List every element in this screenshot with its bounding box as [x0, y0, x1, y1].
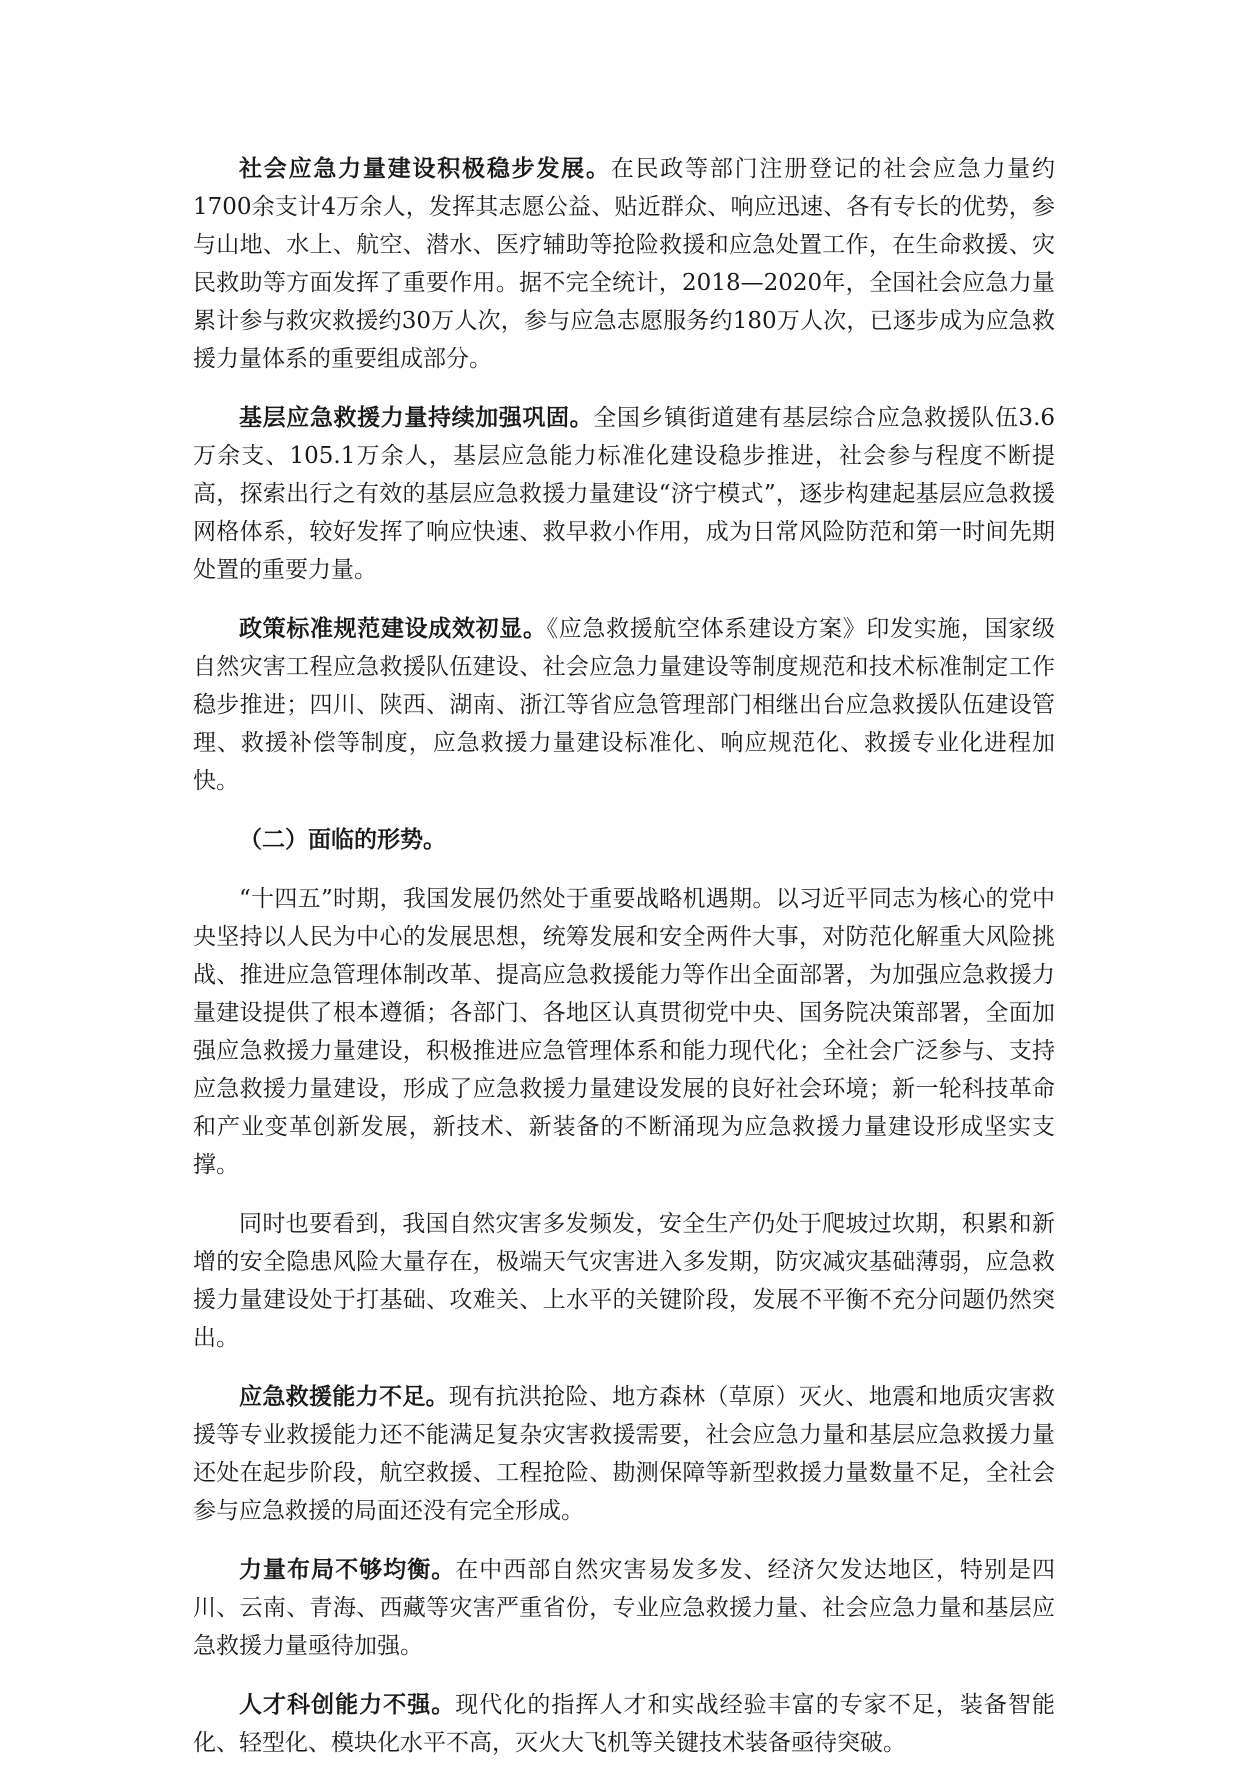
- paragraph-lead: 社会应急力量建设积极稳步发展。: [239, 155, 611, 182]
- paragraph-14th-five-year: [193, 880, 1055, 1184]
- paragraph-body: 在民政等部门注册登记的社会应急力量约1700余支计4万余人，发挥其志愿公益、贴近群众、响应迅速、各有专长的优势，参与山地、水上、航空、潜水、医疗辅助等抢险救援和应急处置工作，在生命救援、灾民救助等方面发挥了重要作用。据不完全统计，2018—2020年，全国社会应急力量累计参与救灾救援约30万人次，参与应急志愿服务约180万人次，已逐步成为应急救援力量体系的重要组成部分。: [193, 156, 1055, 372]
- paragraph-lead: 政策标准规范建设成效初显。: [239, 615, 547, 642]
- paragraph-body: 同时也要看到，我国自然灾害多发频发，安全生产仍处于爬坡过坎期，积累和新增的安全隐患风险大量存在，极端天气灾害进入多发期，防灾减灾基础薄弱，应急救援力量建设处于打基础、攻难关、上水平的关键阶段，发展不平衡不充分问题仍然突出。: [193, 1211, 1055, 1351]
- paragraph-lead: 基层应急救援力量持续加强巩固。: [239, 404, 594, 431]
- paragraph-body: 在中西部自然灾害易发多发、经济欠发达地区，特别是四川、云南、青海、西藏等灾害严重省份，专业应急救援力量、社会应急力量和基层应急救援力量亟待加强。: [193, 1557, 1056, 1659]
- paragraph-talent-innovation: [193, 1686, 1055, 1762]
- paragraph-lead: 人才科创能力不强。: [239, 1691, 456, 1718]
- paragraph-lead: 应急救援能力不足。: [239, 1383, 449, 1410]
- paragraph-challenges: [193, 1205, 1055, 1357]
- paragraph-lead: 力量布局不够均衡。: [239, 1556, 456, 1583]
- section-heading: （二）面临的形势。: [239, 826, 446, 853]
- paragraph-body: “十四五”时期，我国发展仍然处于重要战略机遇期。以习近平同志为核心的党中央坚持以人民为中心的发展思想，统筹发展和安全两件大事，对防范化解重大风险挑战、推进应急管理体制改革、提高应急救援能力等作出全面部署，为加强应急救援力量建设提供了根本遵循；各部门、各地区认真贯彻党中央、国务院决策部署，全面加强应急救援力量建设，积极推进应急管理体系和能力现代化；全社会广泛参与、支持应急救援力量建设，形成了应急救援力量建设发展的良好社会环境；新一轮科技革命和产业变革创新发展，新技术、新装备的不断涌现为应急救援力量建设形成坚实支撑。: [193, 886, 1055, 1178]
- paragraph-body: 《应急救援航空体系建设方案》印发实施，国家级自然灾害工程应急救援队伍建设、社会应急力量建设等制度规范和技术标准制定工作稳步推进；四川、陕西、湖南、浙江等省应急管理部门相继出台应急救援队伍建设管理、救援补偿等制度，应急救援力量建设标准化、响应规范化、救援专业化进程加快。: [193, 616, 1056, 794]
- document-page: [193, 150, 1055, 1783]
- paragraph-body: 现代化的指挥人才和实战经验丰富的专家不足，装备智能化、轻型化、模块化水平不高，灭火大飞机等关键技术装备亟待突破。: [193, 1692, 1056, 1756]
- paragraph-grassroots-forces: [193, 399, 1055, 589]
- paragraph-unbalanced-layout: [193, 1551, 1055, 1665]
- paragraph-social-emergency-forces: [193, 150, 1055, 378]
- paragraph-policy-standards: [193, 610, 1055, 800]
- paragraph-capability-shortage: [193, 1378, 1055, 1530]
- paragraph-body: 全国乡镇街道建有基层综合应急救援队伍3.6万余支、105.1万余人，基层应急能力标准化建设稳步推进，社会参与程度不断提高，探索出行之有效的基层应急救援力量建设“济宁模式”，逐步构建起基层应急救援网格体系，较好发挥了响应快速、救早救小作用，成为日常风险防范和第一时间先期处置的重要力量。: [193, 405, 1056, 583]
- paragraph-body: 现有抗洪抢险、地方森林（草原）灭火、地震和地质灾害救援等专业救援能力还不能满足复杂灾害救援需要，社会应急力量和基层应急救援力量还处在起步阶段，航空救援、工程抢险、勘测保障等新型救援力量数量不足，全社会参与应急救援的局面还没有完全形成。: [193, 1384, 1056, 1524]
